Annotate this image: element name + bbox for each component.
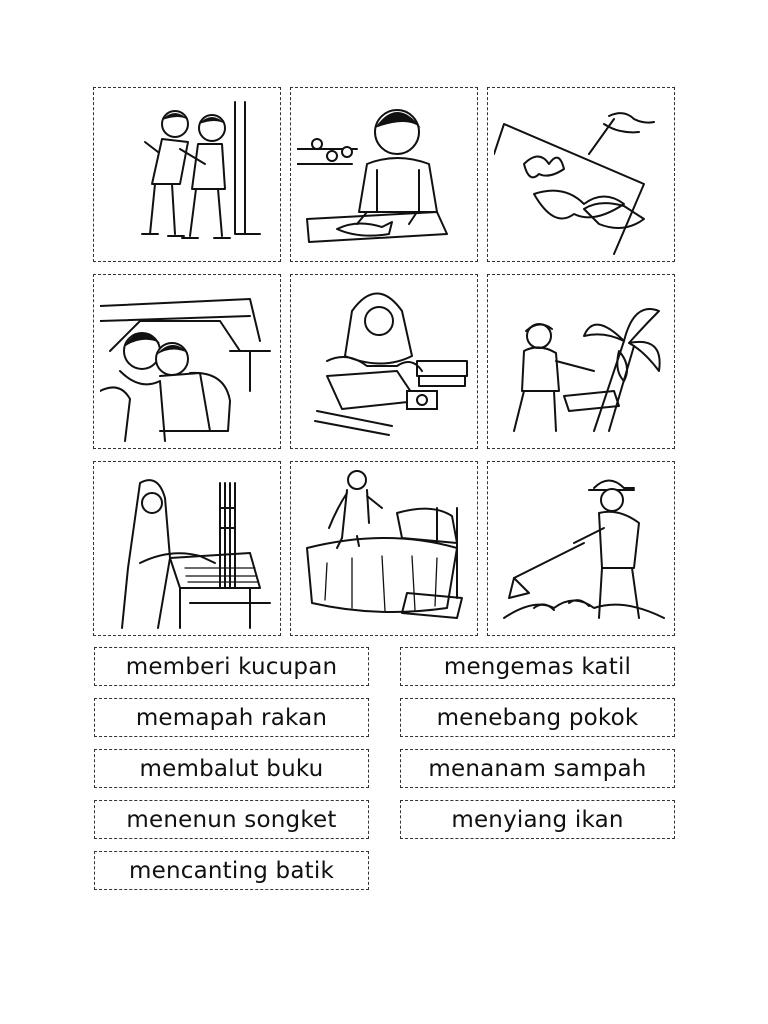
picture-card-batik[interactable] <box>487 87 675 262</box>
label-mengemas-katil[interactable]: mengemas katil <box>400 647 675 686</box>
picture-card-cleaning-fish[interactable] <box>290 87 478 262</box>
picture-card-kissing[interactable] <box>93 274 281 449</box>
picture-card-helping-friend[interactable] <box>93 87 281 262</box>
person-icon <box>100 281 274 442</box>
label-menenun-songket[interactable]: menenun songket <box>94 800 369 839</box>
person-icon <box>297 94 471 255</box>
person-icon <box>100 468 274 629</box>
picture-card-cutting-tree[interactable] <box>487 274 675 449</box>
tree-icon <box>494 281 668 442</box>
label-membalut-buku[interactable]: membalut buku <box>94 749 369 788</box>
hand-icon <box>494 94 668 255</box>
hoe-icon <box>494 468 668 629</box>
label-menanam-sampah[interactable]: menanam sampah <box>400 749 675 788</box>
label-menyiang-ikan[interactable]: menyiang ikan <box>400 800 675 839</box>
picture-card-covering-book[interactable] <box>290 274 478 449</box>
label-menebang-pokok[interactable]: menebang pokok <box>400 698 675 737</box>
bed-icon <box>297 468 471 629</box>
picture-card-burying-rubbish[interactable] <box>487 461 675 636</box>
person-icon <box>100 94 274 255</box>
picture-card-weaving[interactable] <box>93 461 281 636</box>
label-mencanting-batik[interactable]: mencanting batik <box>94 851 369 890</box>
person-icon <box>297 281 471 442</box>
picture-card-making-bed[interactable] <box>290 461 478 636</box>
label-memapah-rakan[interactable]: memapah rakan <box>94 698 369 737</box>
label-memberi-kucupan[interactable]: memberi kucupan <box>94 647 369 686</box>
